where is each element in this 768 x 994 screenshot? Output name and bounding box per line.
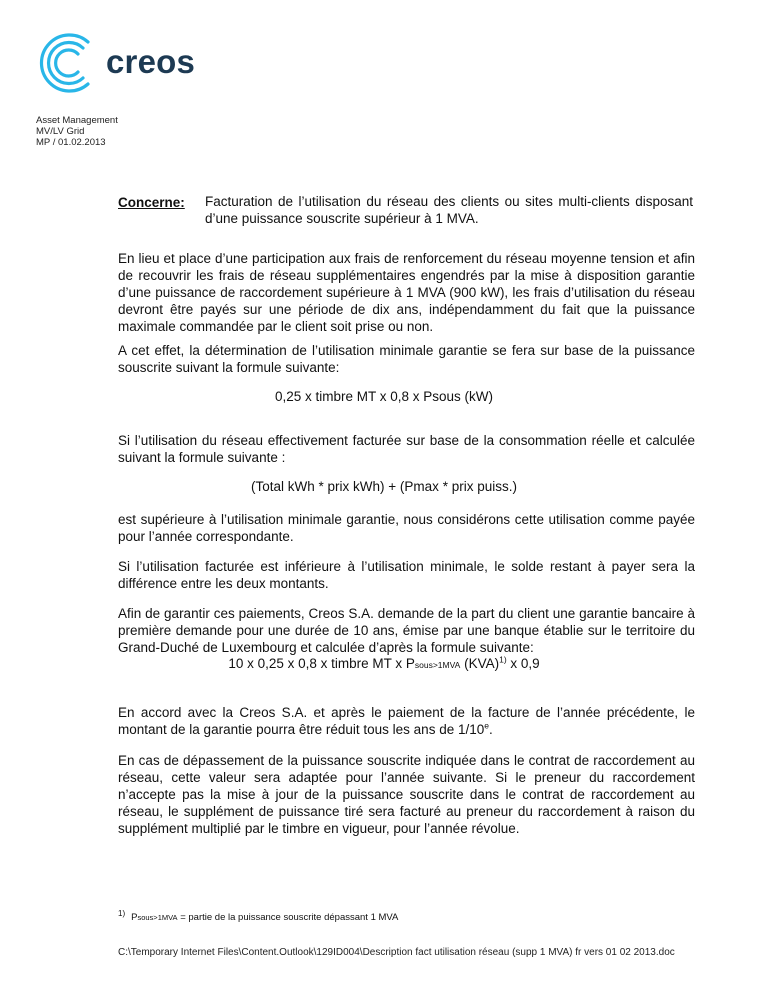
paragraph-reduction [118, 704, 695, 738]
formula-guarantee-subscript: sous>1MVA [414, 660, 461, 670]
subject-label: Concerne: [118, 195, 185, 210]
paragraph-reduction-end: . [488, 722, 493, 737]
subject-text: Facturation de l’utilisation du réseau des clients ou sites multi-clients disposant d’une puissance souscrite supérieur à 1 MVA. [205, 194, 693, 226]
creos-logo-mark [36, 30, 102, 96]
footnote-p: P [131, 912, 138, 923]
paragraph-reduction-text: En accord avec la Creos S.A. et après le paiement de la facture de l’année précédente, le montant de la garantie pourra être réduit tous les ans de 1/10 [118, 705, 695, 737]
meta-reference: MP / 01.02.2013 [36, 137, 106, 148]
formula-guarantee-unit: (KVA) [460, 656, 500, 671]
paragraph-intro: En lieu et place d’une participation aux frais de renforcement du réseau moyenne tension et afin de recouvrir les frais de réseau supplémentaires engendrés par la mise à disposition garantie d’une puissance de raccordement supérieure à 1 MVA (900 kW), les frais d’utilisation du réseau devront être payés sur une période de dix ans, indépendamment du fait que la puissance maximale commandée par le client soit prise ou non. [118, 251, 695, 334]
paragraph-minimum: A cet effet, la détermination de l’utilisation minimale garantie se fera sur base de la puissance souscrite suivant la formule suivante: [118, 343, 695, 375]
creos-logo [36, 30, 206, 95]
footnote-ref: 1) [499, 654, 507, 665]
meta-department: Asset Management [36, 115, 118, 126]
footnote-text: = partie de la puissance souscrite dépassant 1 MVA [177, 912, 399, 923]
paragraph-guarantee: Afin de garantir ces paiements, Creos S.A. demande de la part du client une garantie bancaire à première demande pour une durée de 10 ans, émise par une banque établie sur le territoire du Grand-Duché de Luxembourg et calculée d’après la formule suivante: [118, 606, 695, 655]
footnote-subscript: sous>1MVA [137, 913, 178, 922]
document-meta [36, 115, 118, 148]
footnote-mark: 1) [118, 909, 126, 918]
formula-guarantee-main: 10 x 0,25 x 0,8 x timbre MT x P [228, 656, 415, 671]
file-path-footer: C:\Temporary Internet Files\Content.Outlook\129ID004\Description fact utilisation réseau (supp 1 MVA) fr vers 01 02 2013.doc [118, 947, 675, 958]
footnote [118, 909, 399, 923]
paragraph-inferior: Si l’utilisation facturée est inférieure à l’utilisation minimale, le solde restant à payer sera la différence entre les deux montants. [118, 559, 695, 591]
meta-grid: MV/LV Grid [36, 126, 85, 137]
formula-guarantee-factor: x 0,9 [506, 656, 540, 671]
paragraph-actual-usage: Si l’utilisation du réseau effectivement facturée sur base de la consommation réelle et calculée suivant la formule suivante : [118, 433, 695, 465]
formula-minimum: 0,25 x timbre MT x 0,8 x Psous (kW) [274, 389, 494, 404]
creos-wordmark: creos [106, 43, 196, 80]
formula-guarantee [0, 656, 768, 671]
paragraph-overrun: En cas de dépassement de la puissance souscrite indiquée dans le contrat de raccordement au réseau, cette valeur sera adaptée pour l’année suivante. Si le preneur du raccordement n’accepte pas la mise à jour de la puissance souscrite dans le contrat de raccordement au réseau, le supplément de puissance tiré sera facturé au preneur du raccordement à raison du supplément multiplié par le timbre en vigueur, pour l’année révolue. [118, 753, 695, 836]
paragraph-reduction-sup: e [484, 720, 489, 731]
formula-actual: (Total kWh * prix kWh) + (Pmax * prix puiss.) [251, 479, 517, 494]
paragraph-superior: est supérieure à l’utilisation minimale garantie, nous considérons cette utilisation comme payée pour l’année correspondante. [118, 512, 695, 544]
